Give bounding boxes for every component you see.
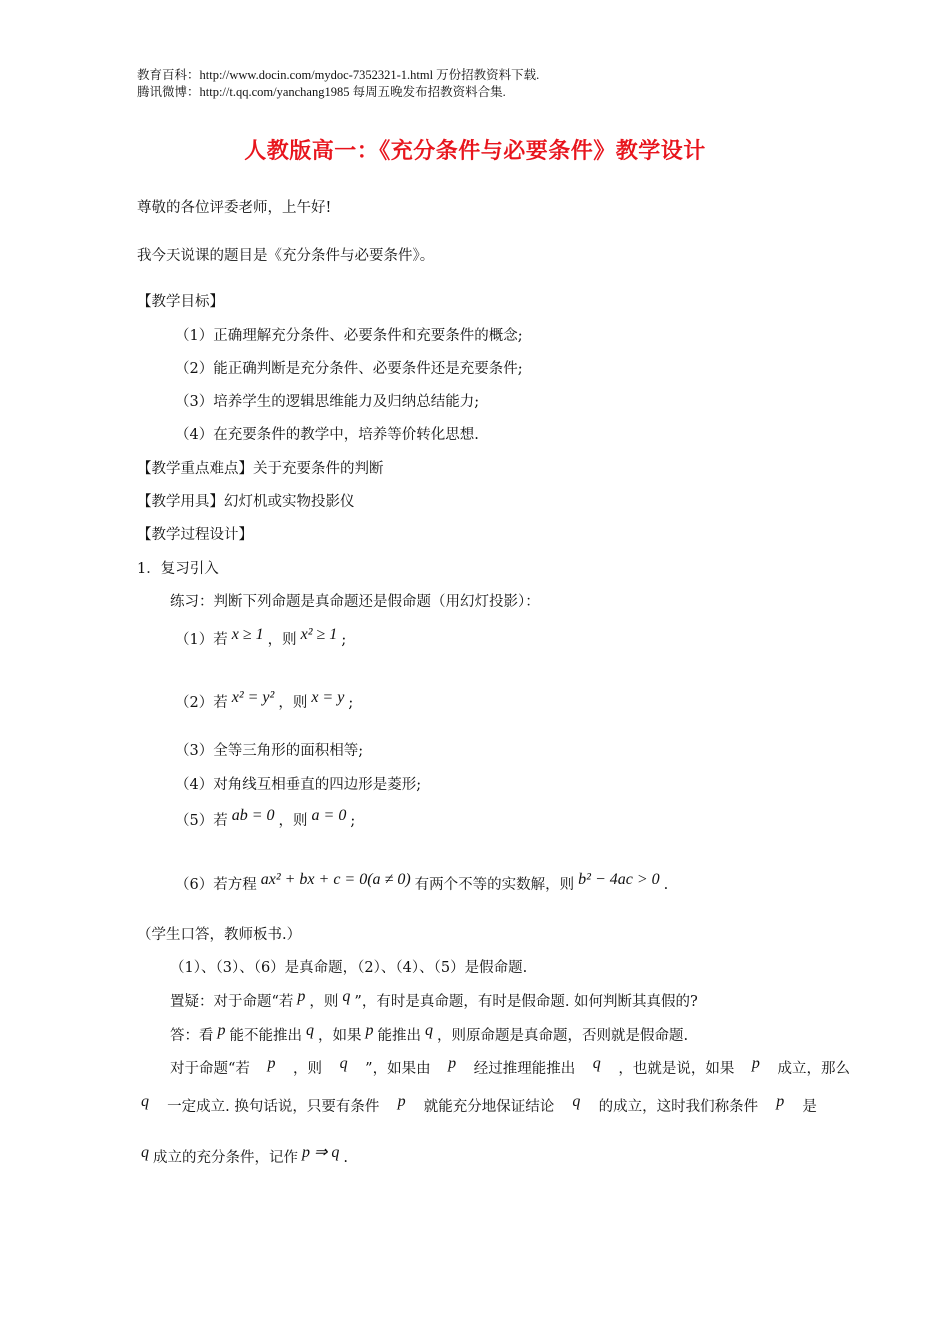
paragraph-line — [137, 292, 224, 312]
text-segment: 练习：判断下列命题是真命题还是假命题（用幻灯投影）： — [170, 594, 540, 610]
text-segment: （1）、（3）、（6）是真命题，（2）、（4）、（5）是假命题. — [170, 960, 528, 976]
text-segment: ，也就是说，如果 — [618, 1061, 735, 1077]
paragraph-line — [175, 689, 354, 713]
paragraph-line — [175, 871, 669, 895]
math-expression: q — [339, 1055, 348, 1072]
text-segment: ; — [350, 813, 356, 829]
text-segment: 答：看 — [170, 1028, 214, 1044]
paragraph-line — [170, 958, 527, 978]
text-segment: （4）在充要条件的教学中，培养等价转化思想. — [175, 427, 479, 443]
text-segment: 1．复习引入 — [137, 561, 219, 577]
text-segment: （学生口答，教师板书.） — [137, 927, 302, 943]
paragraph-line — [170, 1055, 850, 1079]
paragraph-line — [137, 492, 355, 512]
paragraph-line — [137, 525, 253, 545]
text-segment: 能推出 — [377, 1028, 421, 1044]
text-segment: （5）若 — [175, 813, 228, 829]
text-segment: 经过推理能推出 — [473, 1061, 576, 1077]
header-line-2: 腾讯微博：http://t.qq.com/yanchang1985 每周五晚发布招教资料合集. — [137, 85, 506, 99]
text-segment: 【教学用具】幻灯机或实物投影仪 — [137, 494, 355, 510]
text-segment: 成立的充分条件，记作 — [153, 1150, 298, 1166]
text-segment: 置疑：对于命题“若 — [170, 994, 294, 1010]
text-segment: ，如果 — [318, 1028, 362, 1044]
math-expression: p — [776, 1093, 785, 1110]
text-segment: 【教学重点难点】关于充要条件的判断 — [137, 461, 384, 477]
paragraph-line — [137, 1144, 349, 1168]
text-segment: 我今天说课的题目是《充分条件与必要条件》。 — [137, 248, 435, 264]
math-expression: q — [141, 1144, 149, 1161]
math-expression: x ≥ 1 — [231, 626, 264, 643]
text-segment: ，则原命题是真命题，否则就是假命题. — [437, 1028, 689, 1044]
text-segment: （3）培养学生的逻辑思维能力及归纳总结能力; — [175, 394, 480, 410]
math-expression: x² = y² — [231, 689, 275, 706]
math-expression: q — [141, 1093, 149, 1110]
header-line-1: 教育百科：http://www.docin.com/mydoc-7352321-1.html 万份招教资料下载. — [137, 68, 540, 82]
text-segment: 一定成立. 换句话说，只要有条件 — [167, 1099, 380, 1115]
paragraph-line — [175, 626, 347, 650]
text-segment: （2）若 — [175, 695, 228, 711]
text-segment: （1）正确理解充分条件、必要条件和充要条件的概念; — [175, 328, 523, 344]
text-segment: （3）全等三角形的面积相等; — [175, 743, 364, 759]
math-expression: p — [217, 1022, 226, 1039]
math-expression: q — [306, 1022, 314, 1039]
paragraph-line — [137, 925, 301, 945]
math-expression: p ⇒ q — [302, 1144, 340, 1161]
math-expression: x² ≥ 1 — [300, 626, 338, 643]
text-segment: 对于命题“若 — [170, 1061, 250, 1077]
text-segment: 【教学过程设计】 — [137, 527, 253, 543]
text-segment: ，则 — [278, 813, 308, 829]
math-expression: p — [397, 1093, 406, 1110]
text-segment: ; — [348, 695, 354, 711]
text-segment: ，则 — [293, 1061, 323, 1077]
math-expression: q — [425, 1022, 433, 1039]
math-expression: p — [267, 1055, 276, 1072]
text-segment: 能不能推出 — [229, 1028, 302, 1044]
paragraph-line — [170, 1022, 689, 1046]
text-segment: ”，有时是真命题，有时是假命题. 如何判断其真假的? — [354, 994, 698, 1010]
text-segment: 成立，那么 — [777, 1061, 850, 1077]
text-segment: （6）若方程 — [175, 877, 257, 893]
math-expression: b² − 4ac > 0 — [578, 871, 660, 888]
math-expression: ab = 0 — [231, 807, 275, 824]
text-segment: （1）若 — [175, 632, 228, 648]
paragraph-line — [170, 592, 540, 612]
text-segment: . — [663, 877, 669, 893]
math-expression: q — [592, 1055, 601, 1072]
document-title: 人教版高一：《充分条件与必要条件》教学设计 — [244, 139, 706, 164]
paragraph-line — [137, 198, 331, 218]
paragraph-line — [175, 425, 479, 445]
paragraph-line — [175, 807, 356, 831]
text-segment: 有两个不等的实数解，则 — [414, 877, 575, 893]
text-segment: 是 — [802, 1099, 817, 1115]
paragraph-line — [170, 988, 698, 1012]
paragraph-line — [175, 326, 523, 346]
math-expression: p — [448, 1055, 457, 1072]
paragraph-line — [137, 246, 434, 266]
text-segment: （2）能正确判断是充分条件、必要条件还是充要条件; — [175, 361, 523, 377]
text-segment: ; — [341, 632, 347, 648]
text-segment: 就能充分地保证结论 — [423, 1099, 555, 1115]
paragraph-line — [175, 392, 479, 412]
math-expression: ax² + bx + c = 0(a ≠ 0) — [260, 871, 411, 888]
paragraph-line — [137, 559, 219, 579]
text-segment: 【教学目标】 — [137, 294, 224, 310]
math-expression: x = y — [311, 689, 345, 706]
text-segment: 的成立，这时我们称条件 — [598, 1099, 759, 1115]
paragraph-line — [175, 775, 421, 795]
text-segment: . — [343, 1150, 349, 1166]
math-expression: p — [365, 1022, 374, 1039]
text-segment: 尊敬的各位评委老师，上午好! — [137, 200, 332, 216]
text-segment: ”，如果由 — [365, 1061, 431, 1077]
paragraph-line — [175, 359, 523, 379]
text-segment: ，则 — [267, 632, 297, 648]
paragraph-line — [137, 459, 384, 479]
math-expression: q — [342, 988, 351, 1005]
math-expression: p — [751, 1055, 760, 1072]
paragraph-line — [137, 1093, 817, 1117]
math-expression: q — [572, 1093, 581, 1110]
text-segment: （4）对角线互相垂直的四边形是菱形; — [175, 777, 422, 793]
text-segment: ，则 — [278, 695, 308, 711]
math-expression: a = 0 — [311, 807, 347, 824]
paragraph-line — [175, 741, 363, 761]
math-expression: p — [297, 988, 306, 1005]
text-segment: ，则 — [309, 994, 339, 1010]
